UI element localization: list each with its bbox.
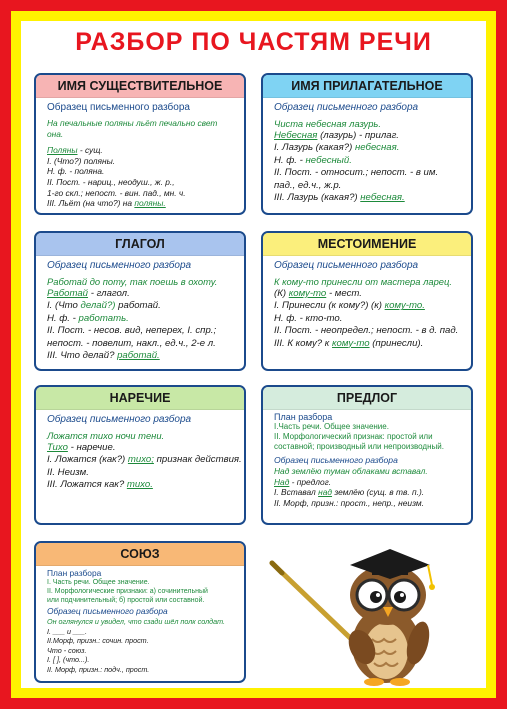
card-noun [34, 73, 246, 215]
plan-line: I. Часть речи. Общее значение. [47, 579, 150, 586]
sample-label: Образец письменного разбора [274, 102, 419, 113]
parse-line: пад., ед.ч., ж.р. [274, 179, 342, 191]
card-adjective [261, 73, 473, 215]
parse-line: III. Льёт (на что?) на поляны. [47, 198, 166, 209]
card-preposition-header: ПРЕДЛОГ [263, 387, 471, 410]
plan-line: составной; производный или непроизводный. [274, 442, 444, 451]
sample-sentence: Чиста небесная лазурь. [274, 118, 381, 129]
parse-line: непост. - повелит, накл., ед.ч., 2-е л. [47, 337, 216, 349]
parse-line: II. Пост. - неопредел.; непост. - в д. пад. [274, 325, 459, 337]
card-adverb-header: НАРЕЧИЕ [36, 387, 244, 410]
plan-line: II. Морфологические признаки: а) сочинительный [47, 588, 208, 595]
sample-label: Образец письменного разбора [274, 260, 419, 271]
parse-line: III. Ложатся как? тихо. [47, 479, 153, 491]
page-title: РАЗБОР ПО ЧАСТЯМ РЕЧИ [75, 28, 432, 56]
sample-sentence: На печальные поляны льёт печально свет она. [47, 118, 218, 139]
card-conjunction-header: СОЮЗ [36, 543, 244, 566]
parse-line: I. (Что?) поляны. [47, 155, 116, 166]
parse-line: III. К кому? к кому-то (принесли). [274, 337, 424, 349]
parse-line: II. Пост. - относит.; непост. - в им. [274, 167, 439, 179]
parse-line: I. Ложатся (как?) тихо; признак действия. [47, 454, 242, 466]
parse-line: II. Морф, призн.: подч., прост. [47, 664, 150, 674]
parse-line: (К) кому-то - мест. [274, 288, 362, 299]
owl-teacher-illustration [268, 535, 448, 690]
parse-line: I. (Что делай?) работай. [47, 300, 161, 312]
sample-label: Образец письменного разбора [47, 260, 192, 271]
parse-line: I. Лазурь (какая?) небесная. [274, 142, 400, 154]
plan-line: или подчинительный; б) простой или составной. [47, 597, 205, 604]
parse-line: Небесная (лазурь) - прилаг. [274, 130, 399, 141]
parse-line: III. Лазурь (какая?) небесная. [274, 192, 405, 204]
sample-label: Образец письменного разбора [47, 102, 190, 113]
sample-sentence: К кому-то принесли от мастера ларец. [274, 276, 452, 287]
sample-sentence: Над землёю туман облаками вставал. [274, 466, 428, 476]
plan-line: I.Часть речи. Общее значение. [274, 422, 389, 431]
parse-line: I. Вставал над землёю (сущ. в тв. п.). [274, 487, 425, 498]
parse-line: II. Неизм. [47, 466, 89, 478]
sample-label: Образец письменного разбора [47, 606, 168, 616]
parse-line: 1-го скл.; непост. - вин. пад., мн. ч. [47, 187, 186, 198]
card-verb-header: ГЛАГОЛ [36, 233, 244, 256]
parse-line: Н. ф. - кто-то. [274, 312, 343, 324]
parse-line: I. [ ], (что...). [47, 655, 90, 665]
parse-line: II. Морф, призн.: прост., непр., неизм. [274, 497, 424, 508]
plan-line: II. Морфологический признак: простой или [274, 432, 433, 441]
parse-line: Н. ф. - небесный. [274, 154, 352, 166]
card-preposition [261, 385, 473, 525]
card-conjunction [34, 541, 246, 683]
parse-line: Что - союз. [47, 645, 87, 655]
card-adjective-header: ИМЯ ПРИЛАГАТЕЛЬНОЕ [263, 75, 471, 98]
parse-line: Поляны - сущ. [47, 145, 103, 156]
card-verb [34, 231, 246, 371]
sample-sentence: Он оглянулся и увидел, что сзади шёл полк солдат. [47, 617, 226, 626]
parse-line: Работай - глагол. [47, 288, 130, 299]
plan-label: План разбора [274, 412, 333, 422]
parse-line: III. Что делай? работай. [47, 350, 160, 362]
card-pronoun [261, 231, 473, 371]
card-noun-header: ИМЯ СУЩЕСТВИТЕЛЬНОЕ [36, 75, 244, 98]
plan-label: План разбора [47, 568, 102, 578]
parse-line: Тихо - наречие. [47, 442, 116, 453]
parse-line: II.Морф, призн.: сочин. прост. [47, 636, 149, 646]
parse-line: Н. ф. - работать. [47, 312, 129, 324]
card-adverb [34, 385, 246, 525]
parse-line: II. Пост. - нариц., неодуш., ж. р., [47, 176, 175, 187]
card-pronoun-header: МЕСТОИМЕНИЕ [263, 233, 471, 256]
parse-line: I. Принесли (к кому?) (к) кому-то. [274, 300, 425, 312]
sample-sentence: Ложатся тихо ночи тени. [47, 430, 165, 441]
sample-label: Образец письменного разбора [274, 455, 398, 465]
sample-label: Образец письменного разбора [47, 414, 192, 425]
parse-line: II. Пост. - несов. вид, неперех, I. спр.; [47, 325, 217, 337]
parse-line: I. ___ и ___. [47, 626, 87, 636]
parse-line: Над - предлог. [274, 476, 332, 487]
sample-sentence: Работай до поту, так поешь в охоту. [47, 276, 218, 287]
parse-line: Н. ф. - поляна. [47, 166, 105, 177]
